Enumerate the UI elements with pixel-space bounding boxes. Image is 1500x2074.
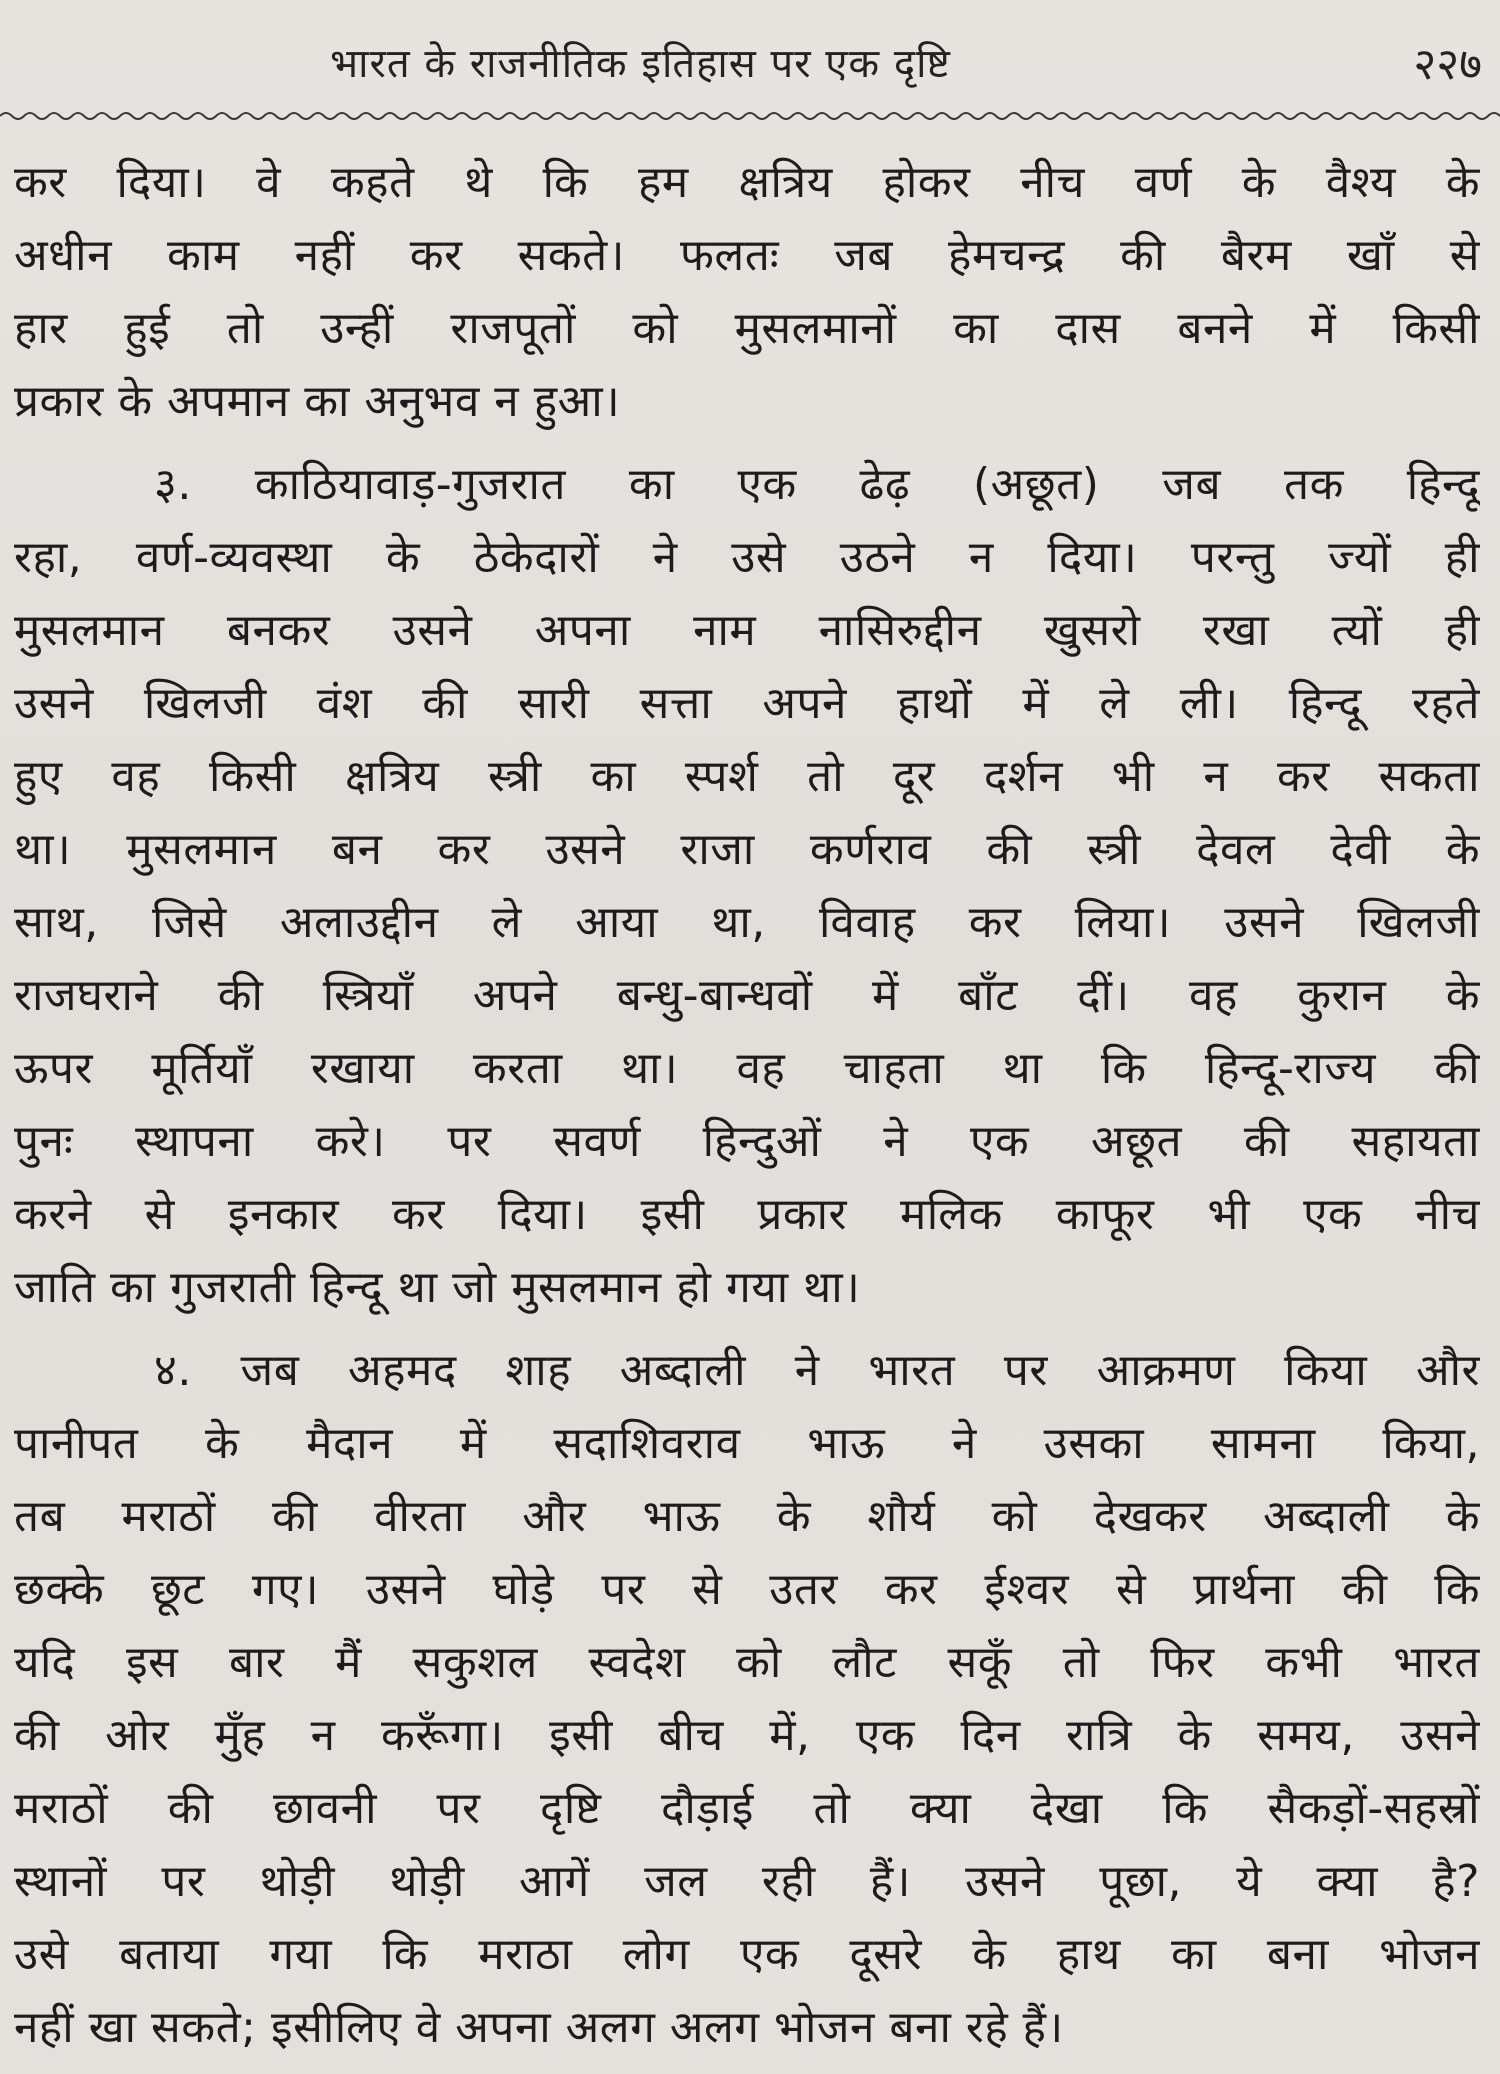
text-line: राजघराने की स्त्रियाँ अपने बन्धु-बान्धवों में बाँट दीं। वह कुरान के — [14, 970, 1480, 1021]
body-text — [14, 146, 1480, 2074]
paragraph-2 — [14, 448, 1480, 1324]
text-line: पानीपत के मैदान में सदाशिवराव भाऊ ने उसका सामना किया, — [14, 1418, 1480, 1469]
text-line: उसे बताया गया कि मराठा लोग एक दूसरे के हाथ का बना भोजन — [14, 1929, 1480, 1980]
text-line: जाति का गुजराती हिन्दू था जो मुसलमान हो गया था। — [14, 1262, 861, 1313]
text-line: अधीन काम नहीं कर सकते। फलतः जब हेमचन्द्र की बैरम खाँ से — [14, 230, 1480, 281]
paragraph-3 — [14, 1334, 1480, 2064]
page-number: २२७ — [1413, 39, 1482, 90]
text-line: प्रकार के अपमान का अनुभव न हुआ। — [14, 376, 621, 427]
text-line: साथ, जिसे अलाउद्दीन ले आया था, विवाह कर लिया। उसने खिलजी — [14, 897, 1480, 948]
text-line: ४. जब अहमद शाह अब्दाली ने भारत पर आक्रमण किया और — [154, 1345, 1480, 1396]
text-line: कर दिया। वे कहते थे कि हम क्षत्रिय होकर नीच वर्ण के वैश्य के — [14, 157, 1480, 208]
text-line: स्थानों पर थोड़ी थोड़ी आगें जल रही हैं। उसने पूछा, ये क्या है? — [14, 1856, 1480, 1907]
running-title: भारत के राजनीतिक इतिहास पर एक दृष्टि — [330, 41, 951, 87]
running-header — [0, 28, 1500, 98]
text-line: यदि इस बार मैं सकुशल स्वदेश को लौट सकूँ तो फिर कभी भारत — [14, 1637, 1480, 1688]
text-line: हार हुई तो उन्हीं राजपूतों को मुसलमानों का दास बनने में किसी — [14, 303, 1480, 354]
text-line: ऊपर मूर्तियाँ रखाया करता था। वह चाहता था कि हिन्दू-राज्य की — [14, 1043, 1480, 1094]
text-line: तब मराठों की वीरता और भाऊ के शौर्य को देखकर अब्दाली के — [14, 1491, 1480, 1542]
text-line: हुए वह किसी क्षत्रिय स्त्री का स्पर्श तो दूर दर्शन भी न कर सकता — [14, 751, 1480, 802]
text-line: पुनः स्थापना करे। पर सवर्ण हिन्दुओं ने एक अछूत की सहायता — [14, 1116, 1480, 1167]
text-line: उसने खिलजी वंश की सारी सत्ता अपने हाथों में ले ली। हिन्दू रहते — [14, 678, 1480, 729]
text-line: छक्के छूट गए। उसने घोड़े पर से उतर कर ईश्वर से प्रार्थना की कि — [14, 1564, 1480, 1615]
text-line: नहीं खा सकते; इसीलिए वे अपना अलग अलग भोजन बना रहे हैं। — [14, 2002, 1064, 2053]
text-line: था। मुसलमान बन कर उसने राजा कर्णराव की स्त्री देवल देवी के — [14, 824, 1480, 875]
text-line: मराठों की छावनी पर दृष्टि दौड़ाई तो क्या देखा कि सैकड़ों-सहस्रों — [14, 1783, 1480, 1834]
text-line: रहा, वर्ण-व्यवस्था के ठेकेदारों ने उसे उठने न दिया। परन्तु ज्यों ही — [14, 532, 1480, 583]
text-line: मुसलमान बनकर उसने अपना नाम नासिरुद्दीन खुसरो रखा त्यों ही — [14, 605, 1480, 656]
text-line: ३. काठियावाड़-गुजरात का एक ढेढ़ (अछूत) जब तक हिन्दू — [154, 459, 1480, 510]
header-wavy-rule — [0, 108, 1500, 124]
paragraph-1 — [14, 146, 1480, 438]
text-line: की ओर मुँह न करूँगा। इसी बीच में, एक दिन रात्रि के समय, उसने — [14, 1710, 1480, 1761]
text-line: करने से इनकार कर दिया। इसी प्रकार मलिक काफूर भी एक नीच — [14, 1189, 1480, 1240]
